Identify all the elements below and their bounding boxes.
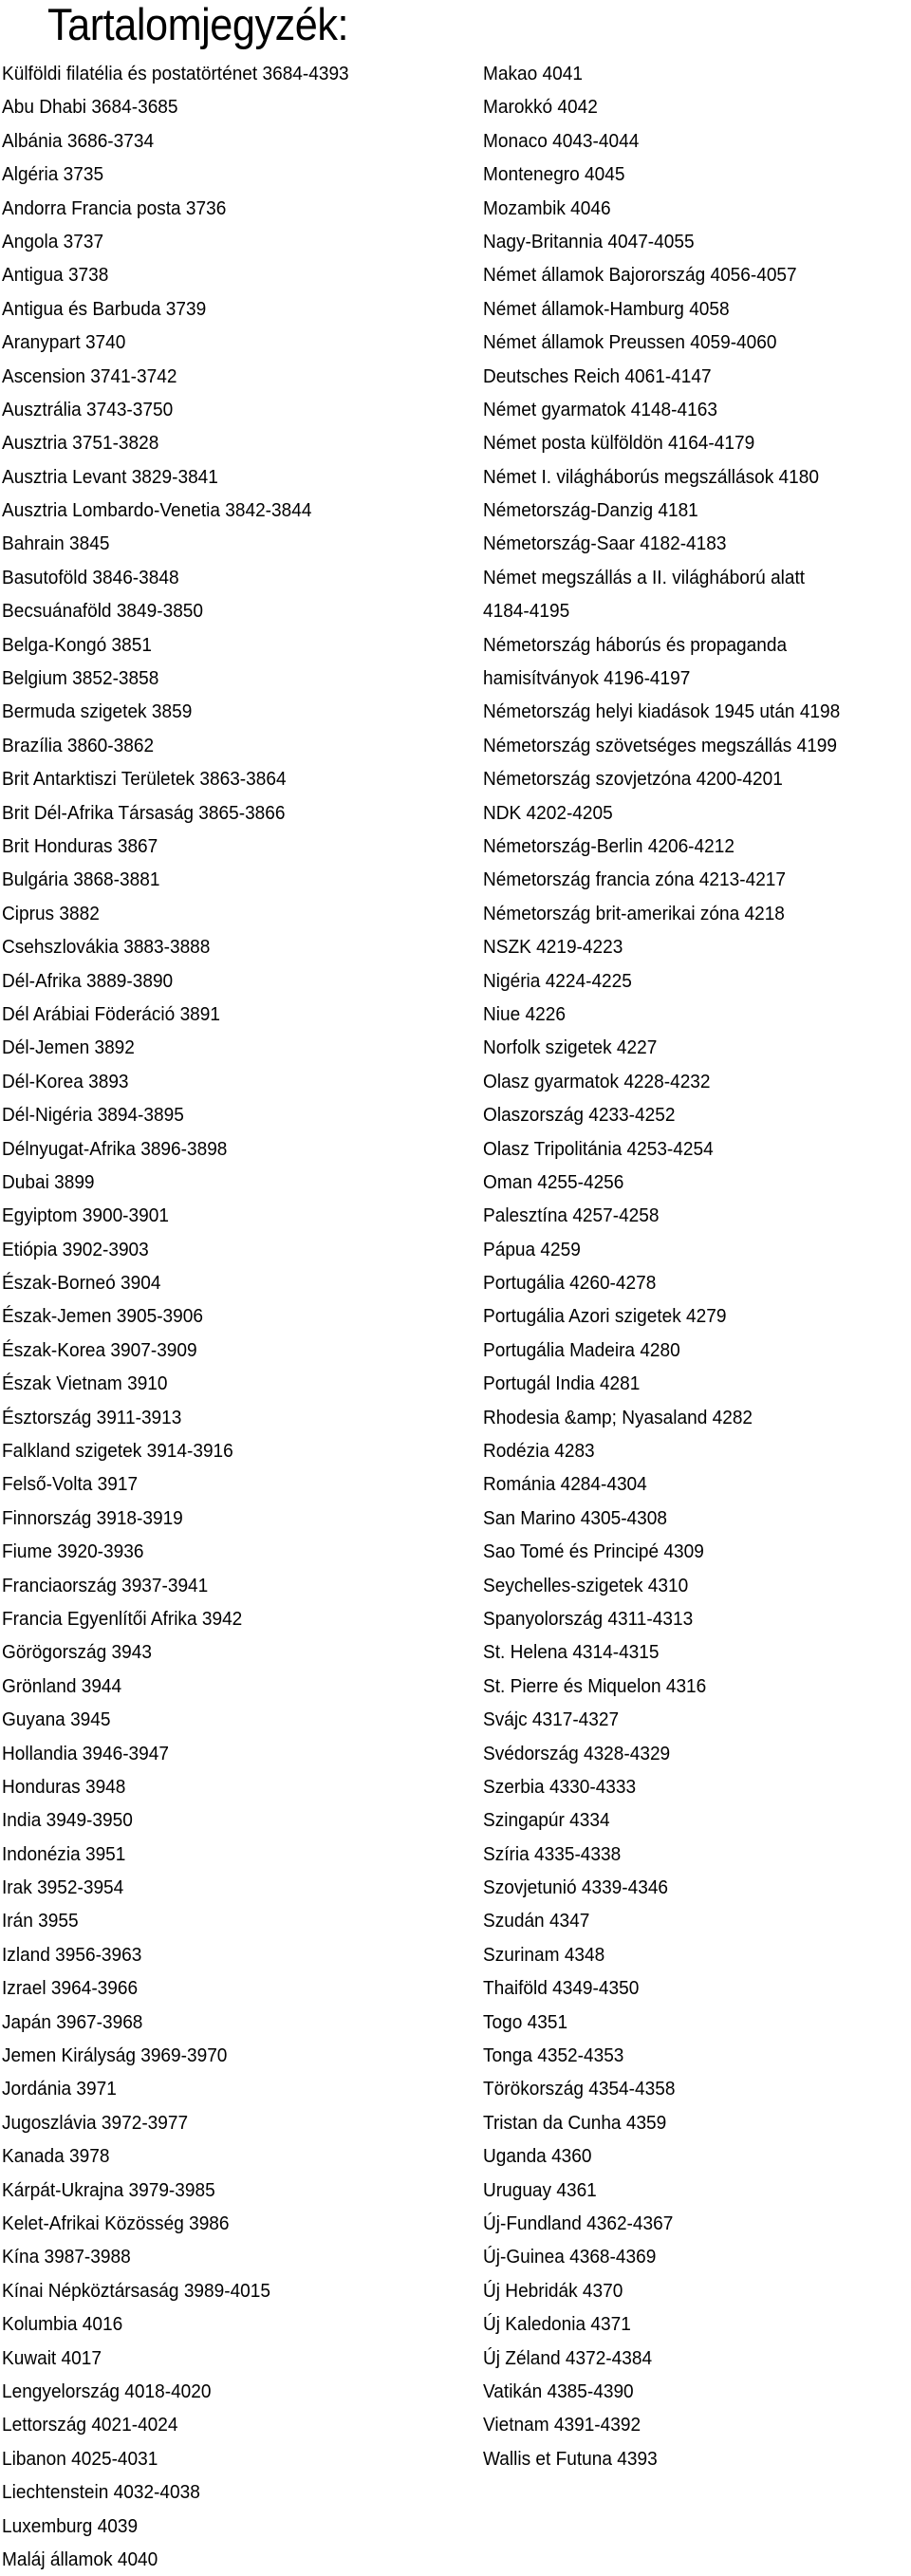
toc-entry: Új-Guinea 4368-4369 xyxy=(483,2246,657,2268)
toc-entry: Dél-Korea 3893 xyxy=(2,1070,129,1092)
toc-entry: Ausztria Lombardo-Venetia 3842-3844 xyxy=(2,499,312,522)
toc-entry: Liechtenstein 4032-4038 xyxy=(2,2481,200,2504)
toc-entry: Fiume 3920-3936 xyxy=(2,1540,144,1563)
toc-entry: Andorra Francia posta 3736 xyxy=(2,196,227,219)
toc-entry: Montenegro 4045 xyxy=(483,163,625,186)
toc-entry: Uruguay 4361 xyxy=(483,2178,597,2201)
toc-entry: Irán 3955 xyxy=(2,1910,79,1932)
toc-entry: Niue 4226 xyxy=(483,1002,566,1025)
toc-entry: Sao Tomé és Principé 4309 xyxy=(483,1540,704,1563)
toc-entry: Norfolk szigetek 4227 xyxy=(483,1036,658,1059)
toc-entry: Mozambik 4046 xyxy=(483,196,611,219)
toc-entry: Dél-Nigéria 3894-3895 xyxy=(2,1104,184,1127)
toc-entry: Irak 3952-3954 xyxy=(2,1876,124,1899)
toc-entry: Ausztria 3751-3828 xyxy=(2,432,159,455)
toc-entry: Olaszország 4233-4252 xyxy=(483,1104,676,1127)
toc-entry: Thaiföld 4349-4350 xyxy=(483,1977,640,2000)
toc-entry: Lengyelország 4018-4020 xyxy=(2,2380,212,2402)
toc-entry: Belgium 3852-3858 xyxy=(2,667,159,690)
toc-entry: Törökország 4354-4358 xyxy=(483,2078,676,2100)
toc-entry: Becsuánaföld 3849-3850 xyxy=(2,600,204,623)
toc-entry: Portugália Madeira 4280 xyxy=(483,1338,680,1361)
toc-entry: Új-Fundland 4362-4367 xyxy=(483,2212,674,2234)
toc-entry: hamisítványok 4196-4197 xyxy=(483,667,691,690)
toc-entry: Jugoszlávia 3972-3977 xyxy=(2,2111,189,2134)
toc-entry: Németország brit-amerikai zóna 4218 xyxy=(483,902,785,924)
toc-entry: Új Kaledonia 4371 xyxy=(483,2313,631,2336)
toc-entry: Vatikán 4385-4390 xyxy=(483,2380,634,2402)
toc-entry: Tonga 4352-4353 xyxy=(483,2044,624,2067)
toc-entry: Ciprus 3882 xyxy=(2,902,100,924)
toc-entry: Nigéria 4224-4225 xyxy=(483,969,632,992)
toc-entry: Észak-Korea 3907-3909 xyxy=(2,1338,197,1361)
toc-entry: Kínai Népköztársaság 3989-4015 xyxy=(2,2279,270,2302)
toc-entry: Új Zéland 4372-4384 xyxy=(483,2346,653,2369)
toc-entry: 4184-4195 xyxy=(483,600,570,623)
toc-entry: St. Pierre és Miquelon 4316 xyxy=(483,1674,707,1697)
toc-entry: Szovjetunió 4339-4346 xyxy=(483,1876,669,1899)
toc-entry: Marokkó 4042 xyxy=(483,96,598,119)
toc-entry: Abu Dhabi 3684-3685 xyxy=(2,96,178,119)
toc-entry: Algéria 3735 xyxy=(2,163,104,186)
toc-entry: Német megszállás a II. világháború alatt xyxy=(483,566,806,588)
toc-entry: Olasz gyarmatok 4228-4232 xyxy=(483,1070,711,1092)
toc-entry: Honduras 3948 xyxy=(2,1775,126,1798)
toc-entry: Falkland szigetek 3914-3916 xyxy=(2,1440,233,1463)
toc-entry: Maláj államok 4040 xyxy=(2,2548,158,2570)
toc-entry: Német posta külföldön 4164-4179 xyxy=(483,432,755,455)
toc-entry: Szíria 4335-4338 xyxy=(483,1842,622,1865)
toc-entry: Indonézia 3951 xyxy=(2,1842,126,1865)
toc-entry: Német államok-Hamburg 4058 xyxy=(483,297,730,320)
toc-entry: Oman 4255-4256 xyxy=(483,1170,624,1193)
toc-entry: Francia Egyenlítői Afrika 3942 xyxy=(2,1607,243,1630)
toc-entry: Dél-Afrika 3889-3890 xyxy=(2,969,174,992)
toc-entry: NDK 4202-4205 xyxy=(483,801,613,824)
toc-entry: Antigua és Barbuda 3739 xyxy=(2,297,207,320)
toc-entry: Antigua 3738 xyxy=(2,264,109,287)
toc-entry: Németország-Danzig 4181 xyxy=(483,499,698,522)
toc-entry: Brit Dél-Afrika Társaság 3865-3866 xyxy=(2,801,286,824)
toc-entry: Német I. világháborús megszállások 4180 xyxy=(483,465,819,488)
toc-entry: Portugália 4260-4278 xyxy=(483,1272,657,1295)
toc-entry: Külföldi filatélia és postatörténet 3684-4393 xyxy=(2,63,349,84)
toc-entry: Aranypart 3740 xyxy=(2,331,126,354)
toc-entry: Német gyarmatok 4148-4163 xyxy=(483,398,717,420)
toc-entry: Luxemburg 4039 xyxy=(2,2514,139,2537)
toc-entry: Guyana 3945 xyxy=(2,1708,111,1731)
toc-entry: Felső-Volta 3917 xyxy=(2,1473,139,1496)
toc-entry: Etiópia 3902-3903 xyxy=(2,1238,149,1260)
toc-entry: Uganda 4360 xyxy=(483,2145,592,2168)
toc-entry: Délnyugat-Afrika 3896-3898 xyxy=(2,1137,228,1160)
toc-entry: Görögország 3943 xyxy=(2,1641,152,1664)
toc-entry: Románia 4284-4304 xyxy=(483,1473,647,1496)
toc-entry: Libanon 4025-4031 xyxy=(2,2447,158,2470)
toc-entry: Franciaország 3937-3941 xyxy=(2,1574,209,1596)
toc-entry: Németország helyi kiadások 1945 után 4198 xyxy=(483,700,841,723)
toc-entry: Kelet-Afrikai Közösség 3986 xyxy=(2,2212,230,2234)
toc-entry: Jemen Királyság 3969-3970 xyxy=(2,2044,228,2067)
toc-entry: Izrael 3964-3966 xyxy=(2,1977,139,2000)
toc-entry: Portugál India 4281 xyxy=(483,1372,641,1395)
toc-entry: Grönland 3944 xyxy=(2,1674,122,1697)
toc-entry: Dubai 3899 xyxy=(2,1170,95,1193)
toc-entry: Kína 3987-3988 xyxy=(2,2246,131,2268)
toc-entry: Olasz Tripolitánia 4253-4254 xyxy=(483,1137,714,1160)
toc-entry: Német államok Preussen 4059-4060 xyxy=(483,331,777,354)
toc-entry: Basutoföld 3846-3848 xyxy=(2,566,179,588)
toc-entry: Seychelles-szigetek 4310 xyxy=(483,1574,689,1596)
toc-entry: Brazília 3860-3862 xyxy=(2,734,155,756)
toc-left-column xyxy=(2,57,476,2576)
toc-entry: Új Hebridák 4370 xyxy=(483,2279,623,2302)
toc-entry: Észak-Borneó 3904 xyxy=(2,1272,161,1295)
toc-entry: Japán 3967-3968 xyxy=(2,2010,143,2033)
toc-entry: Svájc 4317-4327 xyxy=(483,1708,620,1731)
toc-entry: Tristan da Cunha 4359 xyxy=(483,2111,667,2134)
toc-entry: Németország szovjetzóna 4200-4201 xyxy=(483,768,783,791)
toc-entry: Brit Honduras 3867 xyxy=(2,834,158,857)
toc-entry: Togo 4351 xyxy=(483,2010,568,2033)
toc-entry: Kárpát-Ukrajna 3979-3985 xyxy=(2,2178,215,2201)
page-title: Tartalomjegyzék: xyxy=(47,0,349,49)
toc-entry: Angola 3737 xyxy=(2,230,104,252)
toc-right-column xyxy=(483,57,911,2475)
toc-entry: Wallis et Futuna 4393 xyxy=(483,2447,658,2470)
toc-entry: Német államok Bajorország 4056-4057 xyxy=(483,264,797,287)
toc-entry: Bermuda szigetek 3859 xyxy=(2,700,193,723)
toc-entry: Szerbia 4330-4333 xyxy=(483,1775,637,1798)
toc-entry: Németország francia zóna 4213-4217 xyxy=(483,868,787,891)
toc-entry: Dél-Jemen 3892 xyxy=(2,1036,135,1059)
toc-entry: Egyiptom 3900-3901 xyxy=(2,1204,169,1227)
toc-entry: Észak-Jemen 3905-3906 xyxy=(2,1305,203,1328)
toc-entry: Szurinam 4348 xyxy=(483,1943,605,1966)
toc-entry: Finnország 3918-3919 xyxy=(2,1506,183,1529)
toc-entry: Bulgária 3868-3881 xyxy=(2,868,160,891)
toc-entry: Németország-Saar 4182-4183 xyxy=(483,532,727,555)
toc-entry: Svédország 4328-4329 xyxy=(483,1742,671,1764)
toc-entry: Deutsches Reich 4061-4147 xyxy=(483,364,712,387)
toc-entry: Bahrain 3845 xyxy=(2,532,110,555)
toc-entry: Kolumbia 4016 xyxy=(2,2313,123,2336)
toc-entry: Dél Arábiai Föderáció 3891 xyxy=(2,1002,220,1025)
toc-entry: Hollandia 3946-3947 xyxy=(2,1742,169,1764)
toc-entry: Németország-Berlin 4206-4212 xyxy=(483,834,734,857)
toc-entry: Ascension 3741-3742 xyxy=(2,364,177,387)
toc-entry: Ausztrália 3743-3750 xyxy=(2,398,174,420)
toc-entry: St. Helena 4314-4315 xyxy=(483,1641,660,1664)
toc-entry: Belga-Kongó 3851 xyxy=(2,633,152,656)
toc-entry: Rodézia 4283 xyxy=(483,1440,595,1463)
toc-entry: Szingapúr 4334 xyxy=(483,1809,610,1832)
toc-entry: Makao 4041 xyxy=(483,63,583,84)
toc-entry: Kuwait 4017 xyxy=(2,2346,102,2369)
toc-entry: Németország szövetséges megszállás 4199 xyxy=(483,734,838,756)
toc-entry: Lettország 4021-4024 xyxy=(2,2414,178,2436)
toc-entry: Németország háborús és propaganda xyxy=(483,633,788,656)
toc-entry: India 3949-3950 xyxy=(2,1809,133,1832)
toc-entry: Portugália Azori szigetek 4279 xyxy=(483,1305,727,1328)
toc-entry: Szudán 4347 xyxy=(483,1910,590,1932)
toc-entry: San Marino 4305-4308 xyxy=(483,1506,667,1529)
toc-entry: Rhodesia &amp; Nyasaland 4282 xyxy=(483,1406,753,1428)
toc-entry: Izland 3956-3963 xyxy=(2,1943,142,1966)
toc-entry: Brit Antarktiszi Területek 3863-3864 xyxy=(2,768,287,791)
toc-entry: Spanyolország 4311-4313 xyxy=(483,1607,694,1630)
toc-entry: Palesztína 4257-4258 xyxy=(483,1204,660,1227)
toc-entry: Nagy-Britannia 4047-4055 xyxy=(483,230,695,252)
toc-entry: NSZK 4219-4223 xyxy=(483,936,623,959)
toc-entry: Kanada 3978 xyxy=(2,2145,110,2168)
toc-entry: Észtország 3911-3913 xyxy=(2,1406,182,1428)
toc-entry: Csehszlovákia 3883-3888 xyxy=(2,936,211,959)
toc-entry: Észak Vietnam 3910 xyxy=(2,1372,168,1395)
toc-entry: Monaco 4043-4044 xyxy=(483,129,640,152)
toc-entry: Vietnam 4391-4392 xyxy=(483,2414,641,2436)
toc-entry: Ausztria Levant 3829-3841 xyxy=(2,465,218,488)
toc-entry: Jordánia 3971 xyxy=(2,2078,117,2100)
toc-entry: Albánia 3686-3734 xyxy=(2,129,155,152)
toc-entry: Pápua 4259 xyxy=(483,1238,581,1260)
